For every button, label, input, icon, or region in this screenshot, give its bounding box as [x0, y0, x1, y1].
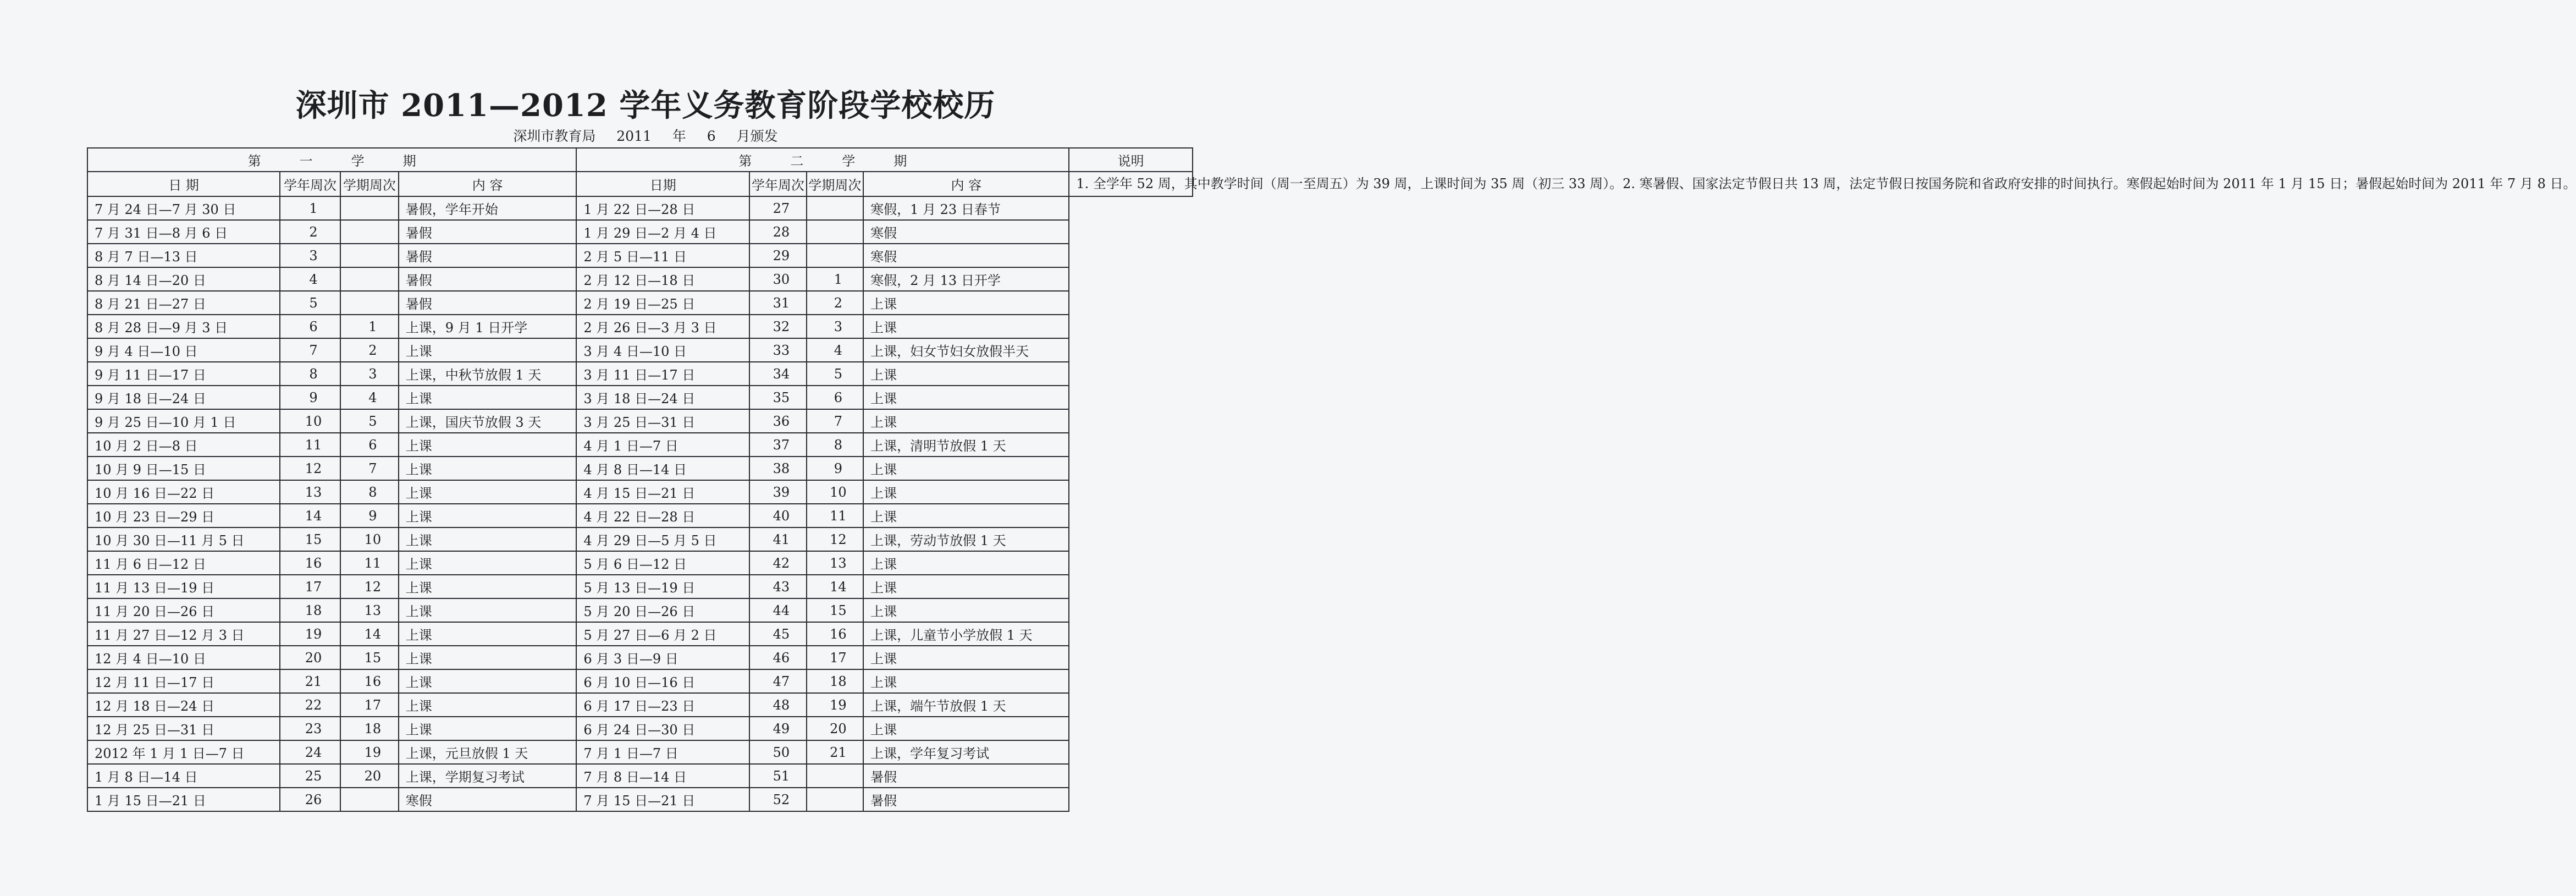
cell-term-week-1: 19	[340, 740, 399, 764]
cell-content-1: 上课	[399, 646, 577, 669]
cell-term-week-1	[340, 291, 399, 315]
cell-year-week-2: 50	[749, 740, 806, 764]
cell-date-2: 7 月 1 日—7 日	[576, 740, 749, 764]
cell-date-1: 8 月 21 日—27 日	[87, 291, 280, 315]
table-row	[87, 669, 1193, 693]
cell-content-2: 上课，清明节放假 1 天	[863, 433, 1069, 457]
cell-content-2: 上课	[863, 315, 1069, 338]
cell-year-week-2: 35	[749, 386, 806, 409]
cell-year-week-2: 30	[749, 267, 806, 291]
cell-date-2: 6 月 17 日—23 日	[576, 693, 749, 717]
cell-year-week-1: 10	[280, 409, 340, 433]
table-row	[87, 717, 1193, 740]
cell-term-week-2: 21	[807, 740, 863, 764]
calendar-body	[87, 196, 1193, 811]
cell-term-week-2: 8	[807, 433, 863, 457]
table-row	[87, 196, 1193, 220]
cell-date-1: 9 月 18 日—24 日	[87, 386, 280, 409]
cell-year-week-2: 33	[749, 338, 806, 362]
cell-year-week-2: 46	[749, 646, 806, 669]
cell-date-2: 2 月 19 日—25 日	[576, 291, 749, 315]
cell-year-week-2: 44	[749, 598, 806, 622]
cell-term-week-1: 5	[340, 409, 399, 433]
table-row	[87, 291, 1193, 315]
table-row	[87, 362, 1193, 386]
cell-year-week-1: 16	[280, 551, 340, 575]
cell-year-week-1: 1	[280, 196, 340, 220]
cell-content-2: 暑假	[863, 788, 1069, 811]
col-content-1: 内 容	[399, 172, 577, 196]
cell-term-week-2: 14	[807, 575, 863, 598]
cell-term-week-1: 12	[340, 575, 399, 598]
cell-term-week-1: 17	[340, 693, 399, 717]
cell-content-2: 上课	[863, 551, 1069, 575]
cell-content-1: 上课	[399, 480, 577, 504]
cell-date-2: 4 月 22 日—28 日	[576, 504, 749, 527]
col-content-2: 内 容	[863, 172, 1069, 196]
cell-content-1: 上课	[399, 551, 577, 575]
cell-date-1: 12 月 11 日—17 日	[87, 669, 280, 693]
cell-term-week-1: 13	[340, 598, 399, 622]
table-row	[87, 480, 1193, 504]
table-row	[87, 598, 1193, 622]
cell-content-1: 上课	[399, 717, 577, 740]
cell-content-1: 上课，国庆节放假 3 天	[399, 409, 577, 433]
cell-content-2: 上课	[863, 457, 1069, 480]
cell-content-1: 暑假	[399, 267, 577, 291]
table-row	[87, 457, 1193, 480]
cell-content-2: 上课	[863, 646, 1069, 669]
cell-term-week-1: 15	[340, 646, 399, 669]
cell-term-week-2: 3	[807, 315, 863, 338]
cell-date-1: 12 月 18 日—24 日	[87, 693, 280, 717]
cell-content-1: 上课	[399, 693, 577, 717]
cell-content-2: 暑假	[863, 764, 1069, 788]
cell-content-2: 上课	[863, 409, 1069, 433]
cell-year-week-2: 47	[749, 669, 806, 693]
cell-content-2: 寒假	[863, 220, 1069, 244]
cell-term-week-1: 8	[340, 480, 399, 504]
cell-date-1: 8 月 7 日—13 日	[87, 244, 280, 267]
cell-date-2: 6 月 24 日—30 日	[576, 717, 749, 740]
cell-date-2: 5 月 13 日—19 日	[576, 575, 749, 598]
cell-date-1: 11 月 13 日—19 日	[87, 575, 280, 598]
cell-term-week-2: 4	[807, 338, 863, 362]
cell-term-week-1: 1	[340, 315, 399, 338]
table-row	[87, 646, 1193, 669]
cell-term-week-1	[340, 220, 399, 244]
cell-year-week-2: 41	[749, 527, 806, 551]
cell-year-week-1: 7	[280, 338, 340, 362]
table-row	[87, 551, 1193, 575]
cell-date-1: 7 月 31 日—8 月 6 日	[87, 220, 280, 244]
cell-year-week-2: 37	[749, 433, 806, 457]
cell-content-1: 暑假	[399, 244, 577, 267]
cell-term-week-1: 7	[340, 457, 399, 480]
cell-term-week-2	[807, 220, 863, 244]
col-term-week-1: 学期周次	[340, 172, 399, 196]
cell-content-2: 上课	[863, 291, 1069, 315]
column-header-row	[87, 172, 1193, 196]
cell-term-week-2	[807, 196, 863, 220]
semester1-heading: 第一学期	[87, 148, 576, 172]
cell-date-2: 2 月 26 日—3 月 3 日	[576, 315, 749, 338]
cell-year-week-2: 39	[749, 480, 806, 504]
cell-year-week-1: 20	[280, 646, 340, 669]
cell-term-week-2	[807, 244, 863, 267]
cell-year-week-1: 22	[280, 693, 340, 717]
cell-date-2: 4 月 8 日—14 日	[576, 457, 749, 480]
cell-year-week-1: 8	[280, 362, 340, 386]
cell-content-1: 上课	[399, 386, 577, 409]
cell-date-2: 4 月 15 日—21 日	[576, 480, 749, 504]
cell-date-1: 9 月 25 日—10 月 1 日	[87, 409, 280, 433]
table-row	[87, 622, 1193, 646]
cell-date-1: 7 月 24 日—7 月 30 日	[87, 196, 280, 220]
cell-year-week-1: 4	[280, 267, 340, 291]
table-row	[87, 244, 1193, 267]
cell-term-week-1: 9	[340, 504, 399, 527]
cell-year-week-2: 32	[749, 315, 806, 338]
cell-year-week-2: 45	[749, 622, 806, 646]
cell-term-week-2: 13	[807, 551, 863, 575]
cell-content-1: 上课	[399, 338, 577, 362]
cell-content-2: 上课	[863, 575, 1069, 598]
cell-date-1: 11 月 27 日—12 月 3 日	[87, 622, 280, 646]
table-row	[87, 788, 1193, 811]
cell-year-week-1: 14	[280, 504, 340, 527]
cell-year-week-1: 25	[280, 764, 340, 788]
cell-date-2: 5 月 20 日—26 日	[576, 598, 749, 622]
table-row	[87, 504, 1193, 527]
table-row	[87, 386, 1193, 409]
cell-content-1: 上课，学期复习考试	[399, 764, 577, 788]
cell-content-1: 上课	[399, 504, 577, 527]
cell-year-week-2: 40	[749, 504, 806, 527]
cell-date-1: 12 月 25 日—31 日	[87, 717, 280, 740]
cell-term-week-1	[340, 788, 399, 811]
cell-content-1: 上课	[399, 457, 577, 480]
cell-term-week-2: 11	[807, 504, 863, 527]
cell-content-1: 上课，中秋节放假 1 天	[399, 362, 577, 386]
cell-year-week-1: 24	[280, 740, 340, 764]
cell-year-week-2: 42	[749, 551, 806, 575]
notes-cell: 1. 全学年 52 周，其中教学时间（周一至周五）为 39 周，上课时间为 35 周（初三 33 周）。2. 寒暑假、国家法定节假日共 13 周，法定节假日按国务院和省政府安排的时间执行。寒假起始时间为 2011 年 1 月 15 日；暑假起始时间为 2011 年 7 月 8 日。	[1069, 172, 1193, 196]
cell-year-week-2: 28	[749, 220, 806, 244]
cell-content-1: 暑假	[399, 220, 577, 244]
cell-year-week-1: 19	[280, 622, 340, 646]
cell-term-week-1: 11	[340, 551, 399, 575]
cell-year-week-1: 3	[280, 244, 340, 267]
cell-content-1: 上课	[399, 622, 577, 646]
cell-term-week-2: 9	[807, 457, 863, 480]
cell-date-1: 10 月 16 日—22 日	[87, 480, 280, 504]
table-row	[87, 315, 1193, 338]
cell-date-1: 9 月 4 日—10 日	[87, 338, 280, 362]
cell-date-2: 7 月 15 日—21 日	[576, 788, 749, 811]
cell-term-week-1: 10	[340, 527, 399, 551]
cell-year-week-2: 51	[749, 764, 806, 788]
cell-date-1: 8 月 14 日—20 日	[87, 267, 280, 291]
cell-content-1: 暑假	[399, 291, 577, 315]
cell-content-2: 寒假，2 月 13 日开学	[863, 267, 1069, 291]
cell-date-2: 5 月 6 日—12 日	[576, 551, 749, 575]
cell-date-1: 11 月 6 日—12 日	[87, 551, 280, 575]
cell-term-week-2: 5	[807, 362, 863, 386]
cell-term-week-1: 6	[340, 433, 399, 457]
cell-year-week-2: 31	[749, 291, 806, 315]
cell-term-week-2	[807, 788, 863, 811]
col-year-week-1: 学年周次	[280, 172, 340, 196]
cell-year-week-1: 17	[280, 575, 340, 598]
cell-term-week-1: 3	[340, 362, 399, 386]
cell-date-2: 2 月 5 日—11 日	[576, 244, 749, 267]
cell-year-week-1: 18	[280, 598, 340, 622]
table-row	[87, 740, 1193, 764]
cell-content-2: 上课，儿童节小学放假 1 天	[863, 622, 1069, 646]
cell-content-2: 上课	[863, 480, 1069, 504]
cell-year-week-2: 38	[749, 457, 806, 480]
notes-heading: 说明	[1069, 148, 1193, 172]
cell-date-1: 8 月 28 日—9 月 3 日	[87, 315, 280, 338]
cell-date-2: 3 月 18 日—24 日	[576, 386, 749, 409]
cell-content-1: 寒假	[399, 788, 577, 811]
cell-year-week-2: 49	[749, 717, 806, 740]
school-calendar-table	[87, 147, 2576, 812]
cell-content-1: 上课，9 月 1 日开学	[399, 315, 577, 338]
cell-content-2: 上课	[863, 669, 1069, 693]
cell-date-1: 10 月 30 日—11 月 5 日	[87, 527, 280, 551]
cell-year-week-1: 6	[280, 315, 340, 338]
cell-date-1: 10 月 9 日—15 日	[87, 457, 280, 480]
cell-year-week-2: 27	[749, 196, 806, 220]
cell-date-1: 2012 年 1 月 1 日—7 日	[87, 740, 280, 764]
table-row	[87, 338, 1193, 362]
semester2-heading: 第二学期	[576, 148, 1069, 172]
cell-term-week-1	[340, 196, 399, 220]
cell-term-week-1	[340, 267, 399, 291]
cell-date-2: 3 月 4 日—10 日	[576, 338, 749, 362]
cell-term-week-2	[807, 764, 863, 788]
cell-content-2: 寒假	[863, 244, 1069, 267]
cell-content-1: 上课，元旦放假 1 天	[399, 740, 577, 764]
cell-year-week-1: 23	[280, 717, 340, 740]
cell-term-week-1: 20	[340, 764, 399, 788]
cell-term-week-2: 2	[807, 291, 863, 315]
cell-content-1: 暑假，学年开始	[399, 196, 577, 220]
cell-term-week-1: 4	[340, 386, 399, 409]
cell-term-week-1: 18	[340, 717, 399, 740]
table-row	[87, 575, 1193, 598]
cell-year-week-1: 5	[280, 291, 340, 315]
cell-term-week-2: 18	[807, 669, 863, 693]
cell-term-week-2: 1	[807, 267, 863, 291]
cell-content-1: 上课	[399, 575, 577, 598]
col-date-1: 日 期	[87, 172, 280, 196]
cell-content-2: 上课	[863, 717, 1069, 740]
cell-year-week-1: 11	[280, 433, 340, 457]
table-row	[87, 764, 1193, 788]
cell-date-1: 1 月 8 日—14 日	[87, 764, 280, 788]
cell-date-2: 4 月 29 日—5 月 5 日	[576, 527, 749, 551]
cell-date-2: 1 月 29 日—2 月 4 日	[576, 220, 749, 244]
table-row	[87, 220, 1193, 244]
table-row	[87, 433, 1193, 457]
cell-content-2: 上课	[863, 504, 1069, 527]
cell-term-week-2: 17	[807, 646, 863, 669]
col-year-week-2: 学年周次	[749, 172, 806, 196]
cell-term-week-2: 16	[807, 622, 863, 646]
col-term-week-2: 学期周次	[807, 172, 863, 196]
cell-term-week-2: 20	[807, 717, 863, 740]
cell-date-2: 7 月 8 日—14 日	[576, 764, 749, 788]
cell-term-week-2: 15	[807, 598, 863, 622]
cell-date-2: 2 月 12 日—18 日	[576, 267, 749, 291]
page-title: 深圳市 2011—2012 学年义务教育阶段学校校历	[295, 87, 996, 124]
col-date-2: 日期	[576, 172, 749, 196]
cell-content-1: 上课	[399, 433, 577, 457]
cell-date-2: 5 月 27 日—6 月 2 日	[576, 622, 749, 646]
cell-date-1: 11 月 20 日—26 日	[87, 598, 280, 622]
cell-term-week-1: 2	[340, 338, 399, 362]
cell-year-week-1: 13	[280, 480, 340, 504]
cell-year-week-1: 15	[280, 527, 340, 551]
cell-year-week-2: 52	[749, 788, 806, 811]
cell-year-week-2: 48	[749, 693, 806, 717]
cell-content-1: 上课	[399, 527, 577, 551]
cell-date-1: 12 月 4 日—10 日	[87, 646, 280, 669]
issuer-subtitle: 深圳市教育局 2011 年 6 月颁发	[513, 128, 778, 144]
cell-content-1: 上课	[399, 669, 577, 693]
cell-term-week-2: 19	[807, 693, 863, 717]
cell-term-week-2: 12	[807, 527, 863, 551]
cell-term-week-1: 16	[340, 669, 399, 693]
cell-date-1: 10 月 23 日—29 日	[87, 504, 280, 527]
cell-content-2: 上课，妇女节妇女放假半天	[863, 338, 1069, 362]
cell-date-2: 1 月 22 日—28 日	[576, 196, 749, 220]
cell-term-week-2: 6	[807, 386, 863, 409]
cell-content-2: 上课	[863, 362, 1069, 386]
cell-year-week-2: 36	[749, 409, 806, 433]
cell-year-week-1: 9	[280, 386, 340, 409]
cell-term-week-1: 14	[340, 622, 399, 646]
cell-content-1: 上课	[399, 598, 577, 622]
cell-year-week-2: 43	[749, 575, 806, 598]
cell-date-1: 1 月 15 日—21 日	[87, 788, 280, 811]
cell-date-2: 6 月 10 日—16 日	[576, 669, 749, 693]
cell-year-week-1: 2	[280, 220, 340, 244]
cell-date-2: 3 月 11 日—17 日	[576, 362, 749, 386]
cell-date-2: 4 月 1 日—7 日	[576, 433, 749, 457]
cell-date-1: 10 月 2 日—8 日	[87, 433, 280, 457]
cell-date-1: 9 月 11 日—17 日	[87, 362, 280, 386]
cell-content-2: 上课，劳动节放假 1 天	[863, 527, 1069, 551]
cell-content-2: 上课	[863, 386, 1069, 409]
semester-header-row	[87, 148, 1193, 172]
table-row	[87, 527, 1193, 551]
cell-content-2: 上课，端午节放假 1 天	[863, 693, 1069, 717]
cell-year-week-2: 34	[749, 362, 806, 386]
cell-year-week-1: 26	[280, 788, 340, 811]
cell-term-week-1	[340, 244, 399, 267]
cell-content-2: 上课	[863, 598, 1069, 622]
cell-content-2: 上课，学年复习考试	[863, 740, 1069, 764]
table-row	[87, 693, 1193, 717]
cell-term-week-2: 7	[807, 409, 863, 433]
cell-year-week-2: 29	[749, 244, 806, 267]
cell-date-2: 3 月 25 日—31 日	[576, 409, 749, 433]
table-row	[87, 267, 1193, 291]
cell-year-week-1: 21	[280, 669, 340, 693]
table-row	[87, 409, 1193, 433]
cell-term-week-2: 10	[807, 480, 863, 504]
cell-content-2: 寒假，1 月 23 日春节	[863, 196, 1069, 220]
cell-year-week-1: 12	[280, 457, 340, 480]
cell-date-2: 6 月 3 日—9 日	[576, 646, 749, 669]
